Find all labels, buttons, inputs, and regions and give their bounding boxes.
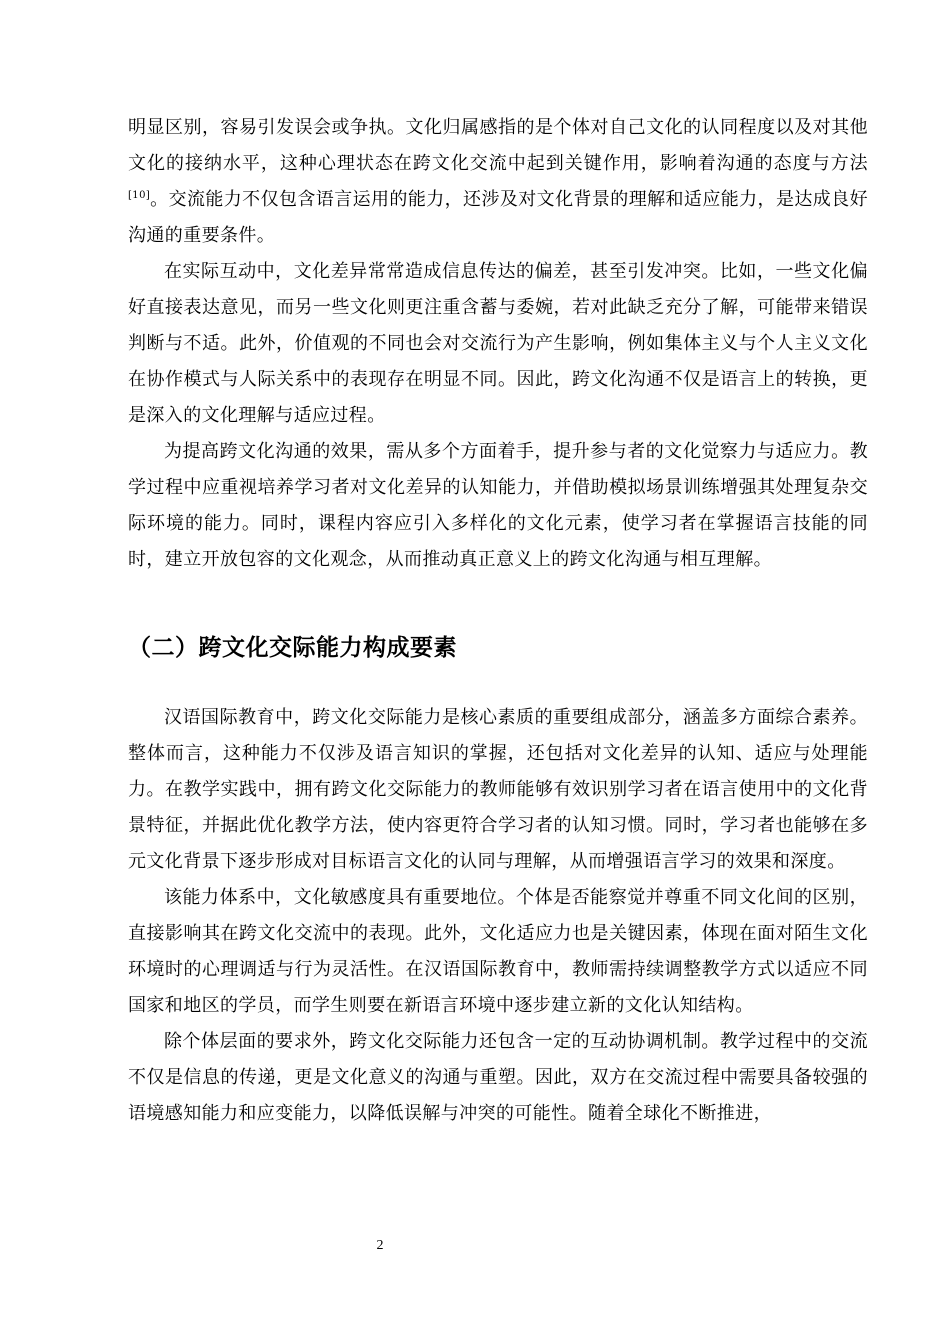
paragraph-continued <box>128 110 868 254</box>
section-heading: （二）跨文化交际能力构成要素 <box>128 635 457 661</box>
paragraph: 该能力体系中，文化敏感度具有重要地位。个体是否能察觉并尊重不同文化间的区别，直接影响其在跨文化交流中的表现。此外，文化适应力也是关键因素，体现在面对陌生文化环境时的心理调适与行为灵活性。在汉语国际教育中，教师需持续调整教学方式以适应不同国家和地区的学员，而学生则要在新语言环境中逐步建立新的文化认知结构。 <box>128 887 868 1016</box>
paragraph: 除个体层面的要求外，跨文化交际能力还包含一定的互动协调机制。教学过程中的交流不仅是信息的传递，更是文化意义的沟通与重塑。因此，双方在交流过程中需要具备较强的语境感知能力和应变能力，以降低误解与冲突的可能性。随着全球化不断推进， <box>128 1031 868 1124</box>
body-text-bottom <box>128 700 868 1132</box>
paragraph: 在实际互动中，文化差异常常造成信息传达的偏差，甚至引发冲突。比如，一些文化偏好直接表达意见，而另一些文化则更注重含蓄与委婉，若对此缺乏充分了解，可能带来错误判断与不适。此外，价值观的不同也会对交流行为产生影响，例如集体主义与个人主义文化在协作模式与人际关系中的表现存在明显不同。因此，跨文化沟通不仅是语言上的转换，更是深入的文化理解与适应过程。 <box>128 261 868 426</box>
paragraph: 为提高跨文化沟通的效果，需从多个方面着手，提升参与者的文化觉察力与适应力。教学过程中应重视培养学习者对文化差异的认知能力，并借助模拟场景训练增强其处理复杂交际环境的能力。同时，课程内容应引入多样化的文化元素，使学习者在掌握语言技能的同时，建立开放包容的文化观念，从而推动真正意义上的跨文化沟通与相互理解。 <box>128 441 868 570</box>
paragraph: 汉语国际教育中，跨文化交际能力是核心素质的重要组成部分，涵盖多方面综合素养。整体而言，这种能力不仅涉及语言知识的掌握，还包括对文化差异的认知、适应与处理能力。在教学实践中，拥有跨文化交际能力的教师能够有效识别学习者在语言使用中的文化背景特征，并据此优化教学方法，使内容更符合学习者的认知习惯。同时，学习者也能够在多元文化背景下逐步形成对目标语言文化的认同与理解，从而增强语言学习的效果和深度。 <box>128 707 868 872</box>
paragraph-text-tail: 。交流能力不仅包含语言运用的能力，还涉及对文化背景的理解和适应能力，是达成良好沟通的重要条件。 <box>128 189 868 246</box>
page-number: 2 <box>376 1238 384 1253</box>
body-text-top <box>128 110 868 578</box>
citation-marker: [10] <box>128 190 151 201</box>
paragraph-text: 明显区别，容易引发误会或争执。文化归属感指的是个体对自己文化的认同程度以及对其他文化的接纳水平，这种心理状态在跨文化交流中起到关键作用，影响着沟通的态度与方法 <box>128 117 868 174</box>
